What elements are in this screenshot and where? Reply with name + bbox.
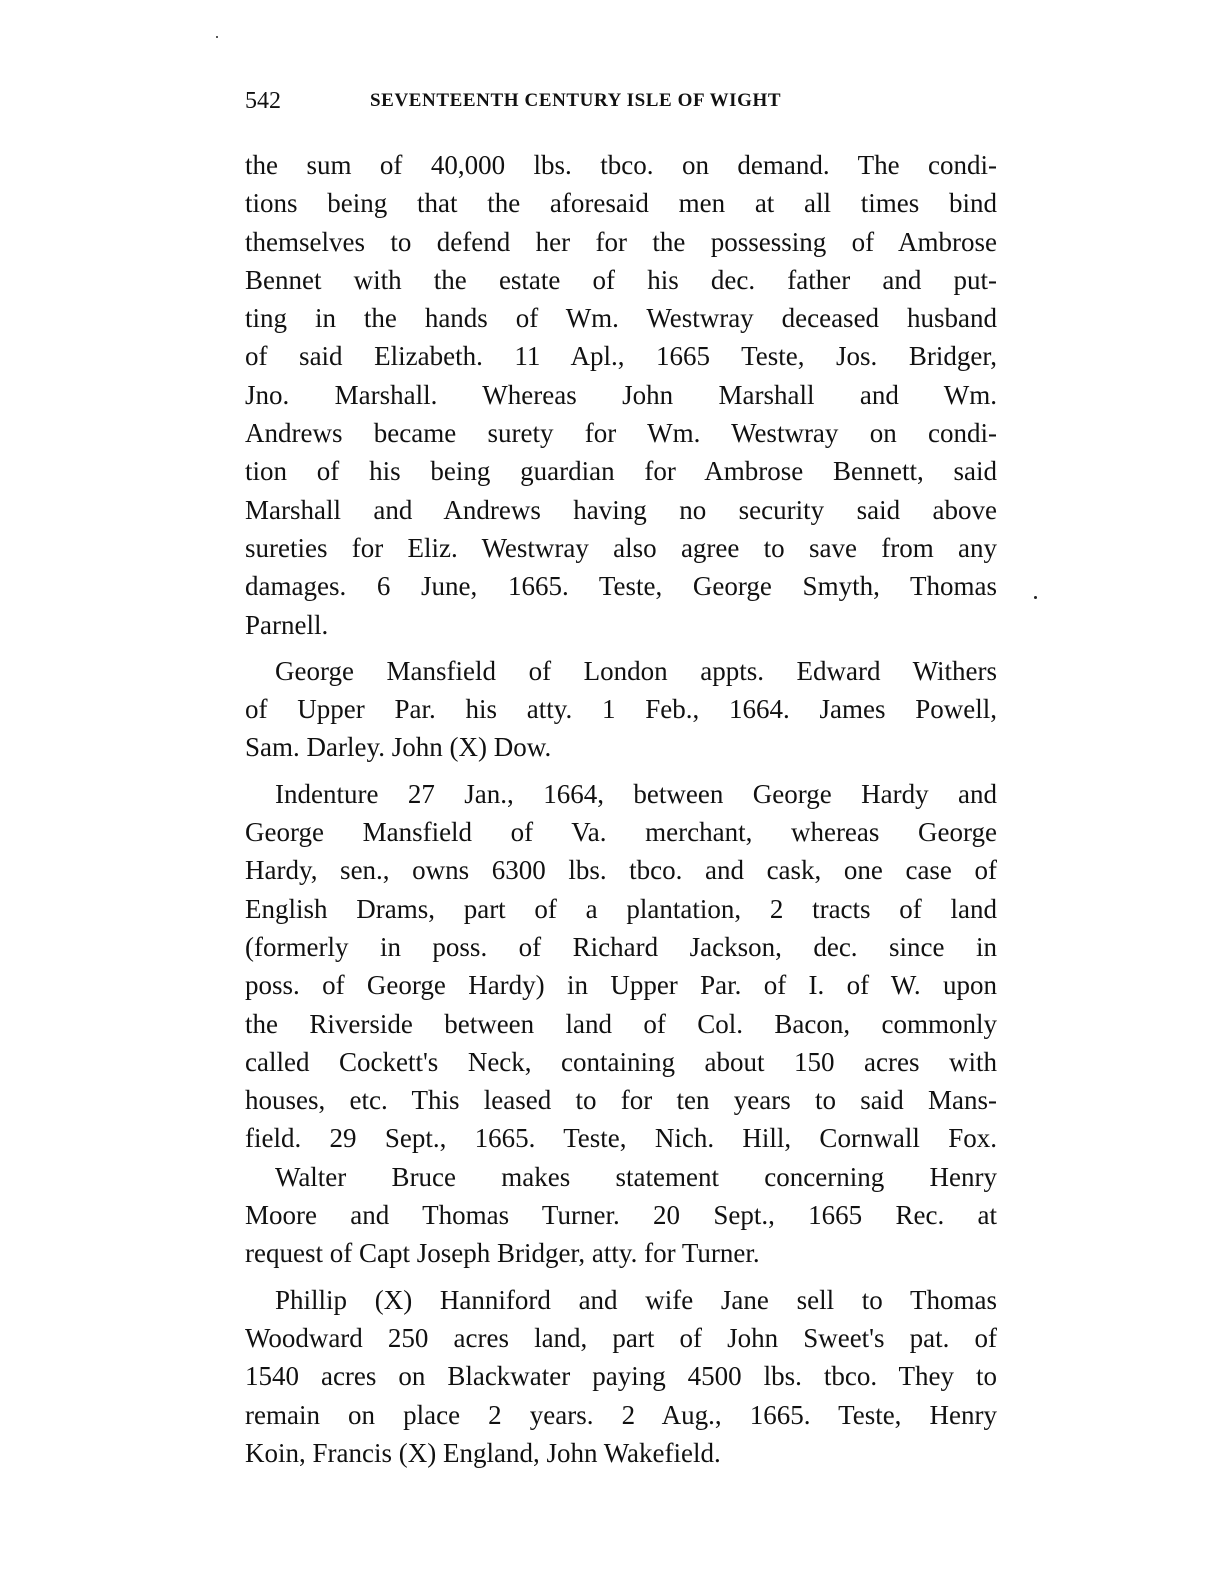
paragraph-gap: [245, 644, 997, 652]
text-line: Jno. Marshall. Whereas John Marshall and Wm.: [245, 379, 997, 410]
paragraph-indenture-hardy: [245, 775, 997, 1158]
text-line: Hardy, sen., owns 6300 lbs. tbco. and cask, one case of: [245, 855, 997, 886]
text-line: Bennet with the estate of his dec. father and put-: [245, 264, 997, 295]
text-line: Marshall and Andrews having no security said above: [245, 494, 997, 525]
text-line: remain on place 2 years. 2 Aug., 1665. Teste, Henry: [245, 1399, 997, 1430]
page-header: [245, 84, 865, 118]
paragraph-surety-bond: [245, 146, 997, 644]
text-line: Phillip (X) Hanniford and wife Jane sell to Thomas: [275, 1284, 997, 1315]
paragraph-gap: [245, 1273, 997, 1281]
text-line: request of Capt Joseph Bridger, atty. for Turner.: [245, 1238, 760, 1269]
text-line: the Riverside between land of Col. Bacon, commonly: [245, 1008, 997, 1039]
scan-speck: [1034, 596, 1037, 599]
page-number: 542: [245, 88, 281, 114]
text-line: the sum of 40,000 lbs. tbco. on demand. The condi-: [245, 150, 997, 180]
text-line: sureties for Eliz. Westwray also agree to save from any: [245, 532, 997, 563]
text-line: field. 29 Sept., 1665. Teste, Nich. Hill, Cornwall Fox.: [245, 1123, 997, 1154]
text-line: 1540 acres on Blackwater paying 4500 lbs. tbco. They to: [245, 1361, 997, 1392]
paragraph-bruce-statement: [245, 1158, 997, 1273]
text-line: Parnell.: [245, 609, 329, 640]
text-line: George Mansfield of London appts. Edward Withers: [275, 655, 997, 686]
text-line: Moore and Thomas Turner. 20 Sept., 1665 Rec. at: [245, 1200, 997, 1231]
text-line: Woodward 250 acres land, part of John Sweet's pat. of: [245, 1322, 997, 1353]
text-line: George Mansfield of Va. merchant, whereas George: [245, 817, 997, 848]
text-line: Koin, Francis (X) England, John Wakefield.: [245, 1437, 721, 1468]
text-line: Andrews became surety for Wm. Westwray on condi-: [245, 418, 997, 449]
text-line: houses, etc. This leased to for ten years to said Mans-: [245, 1085, 997, 1116]
body-text: [245, 146, 997, 1472]
text-line: damages. 6 June, 1665. Teste, George Smyth, Thomas: [245, 571, 997, 602]
text-line: Indenture 27 Jan., 1664, between George Hardy and: [275, 778, 997, 809]
text-line: tion of his being guardian for Ambrose Bennett, said: [245, 456, 997, 487]
paragraph-gap: [245, 767, 997, 775]
text-line: English Drams, part of a plantation, 2 tracts of land: [245, 893, 997, 924]
text-line: tions being that the aforesaid men at all times bind: [245, 188, 997, 219]
paragraph-hanniford-sale: [245, 1281, 997, 1472]
text-line: themselves to defend her for the possessing of Ambrose: [245, 226, 997, 257]
paragraph-mansfield-attorney: [245, 652, 997, 767]
scan-speck: [216, 36, 218, 38]
running-head: SEVENTEENTH CENTURY ISLE OF WIGHT: [370, 90, 782, 111]
text-line: Sam. Darley. John (X) Dow.: [245, 732, 552, 763]
text-line: Walter Bruce makes statement concerning Henry: [275, 1161, 997, 1192]
text-line: poss. of George Hardy) in Upper Par. of I. of W. upon: [245, 970, 997, 1001]
text-line: ting in the hands of Wm. Westwray deceased husband: [245, 303, 997, 334]
text-line: called Cockett's Neck, containing about 150 acres with: [245, 1046, 997, 1077]
text-line: (formerly in poss. of Richard Jackson, dec. since in: [245, 931, 997, 962]
text-line: of Upper Par. his atty. 1 Feb., 1664. James Powell,: [245, 694, 997, 725]
text-line: of said Elizabeth. 11 Apl., 1665 Teste, Jos. Bridger,: [245, 341, 997, 372]
